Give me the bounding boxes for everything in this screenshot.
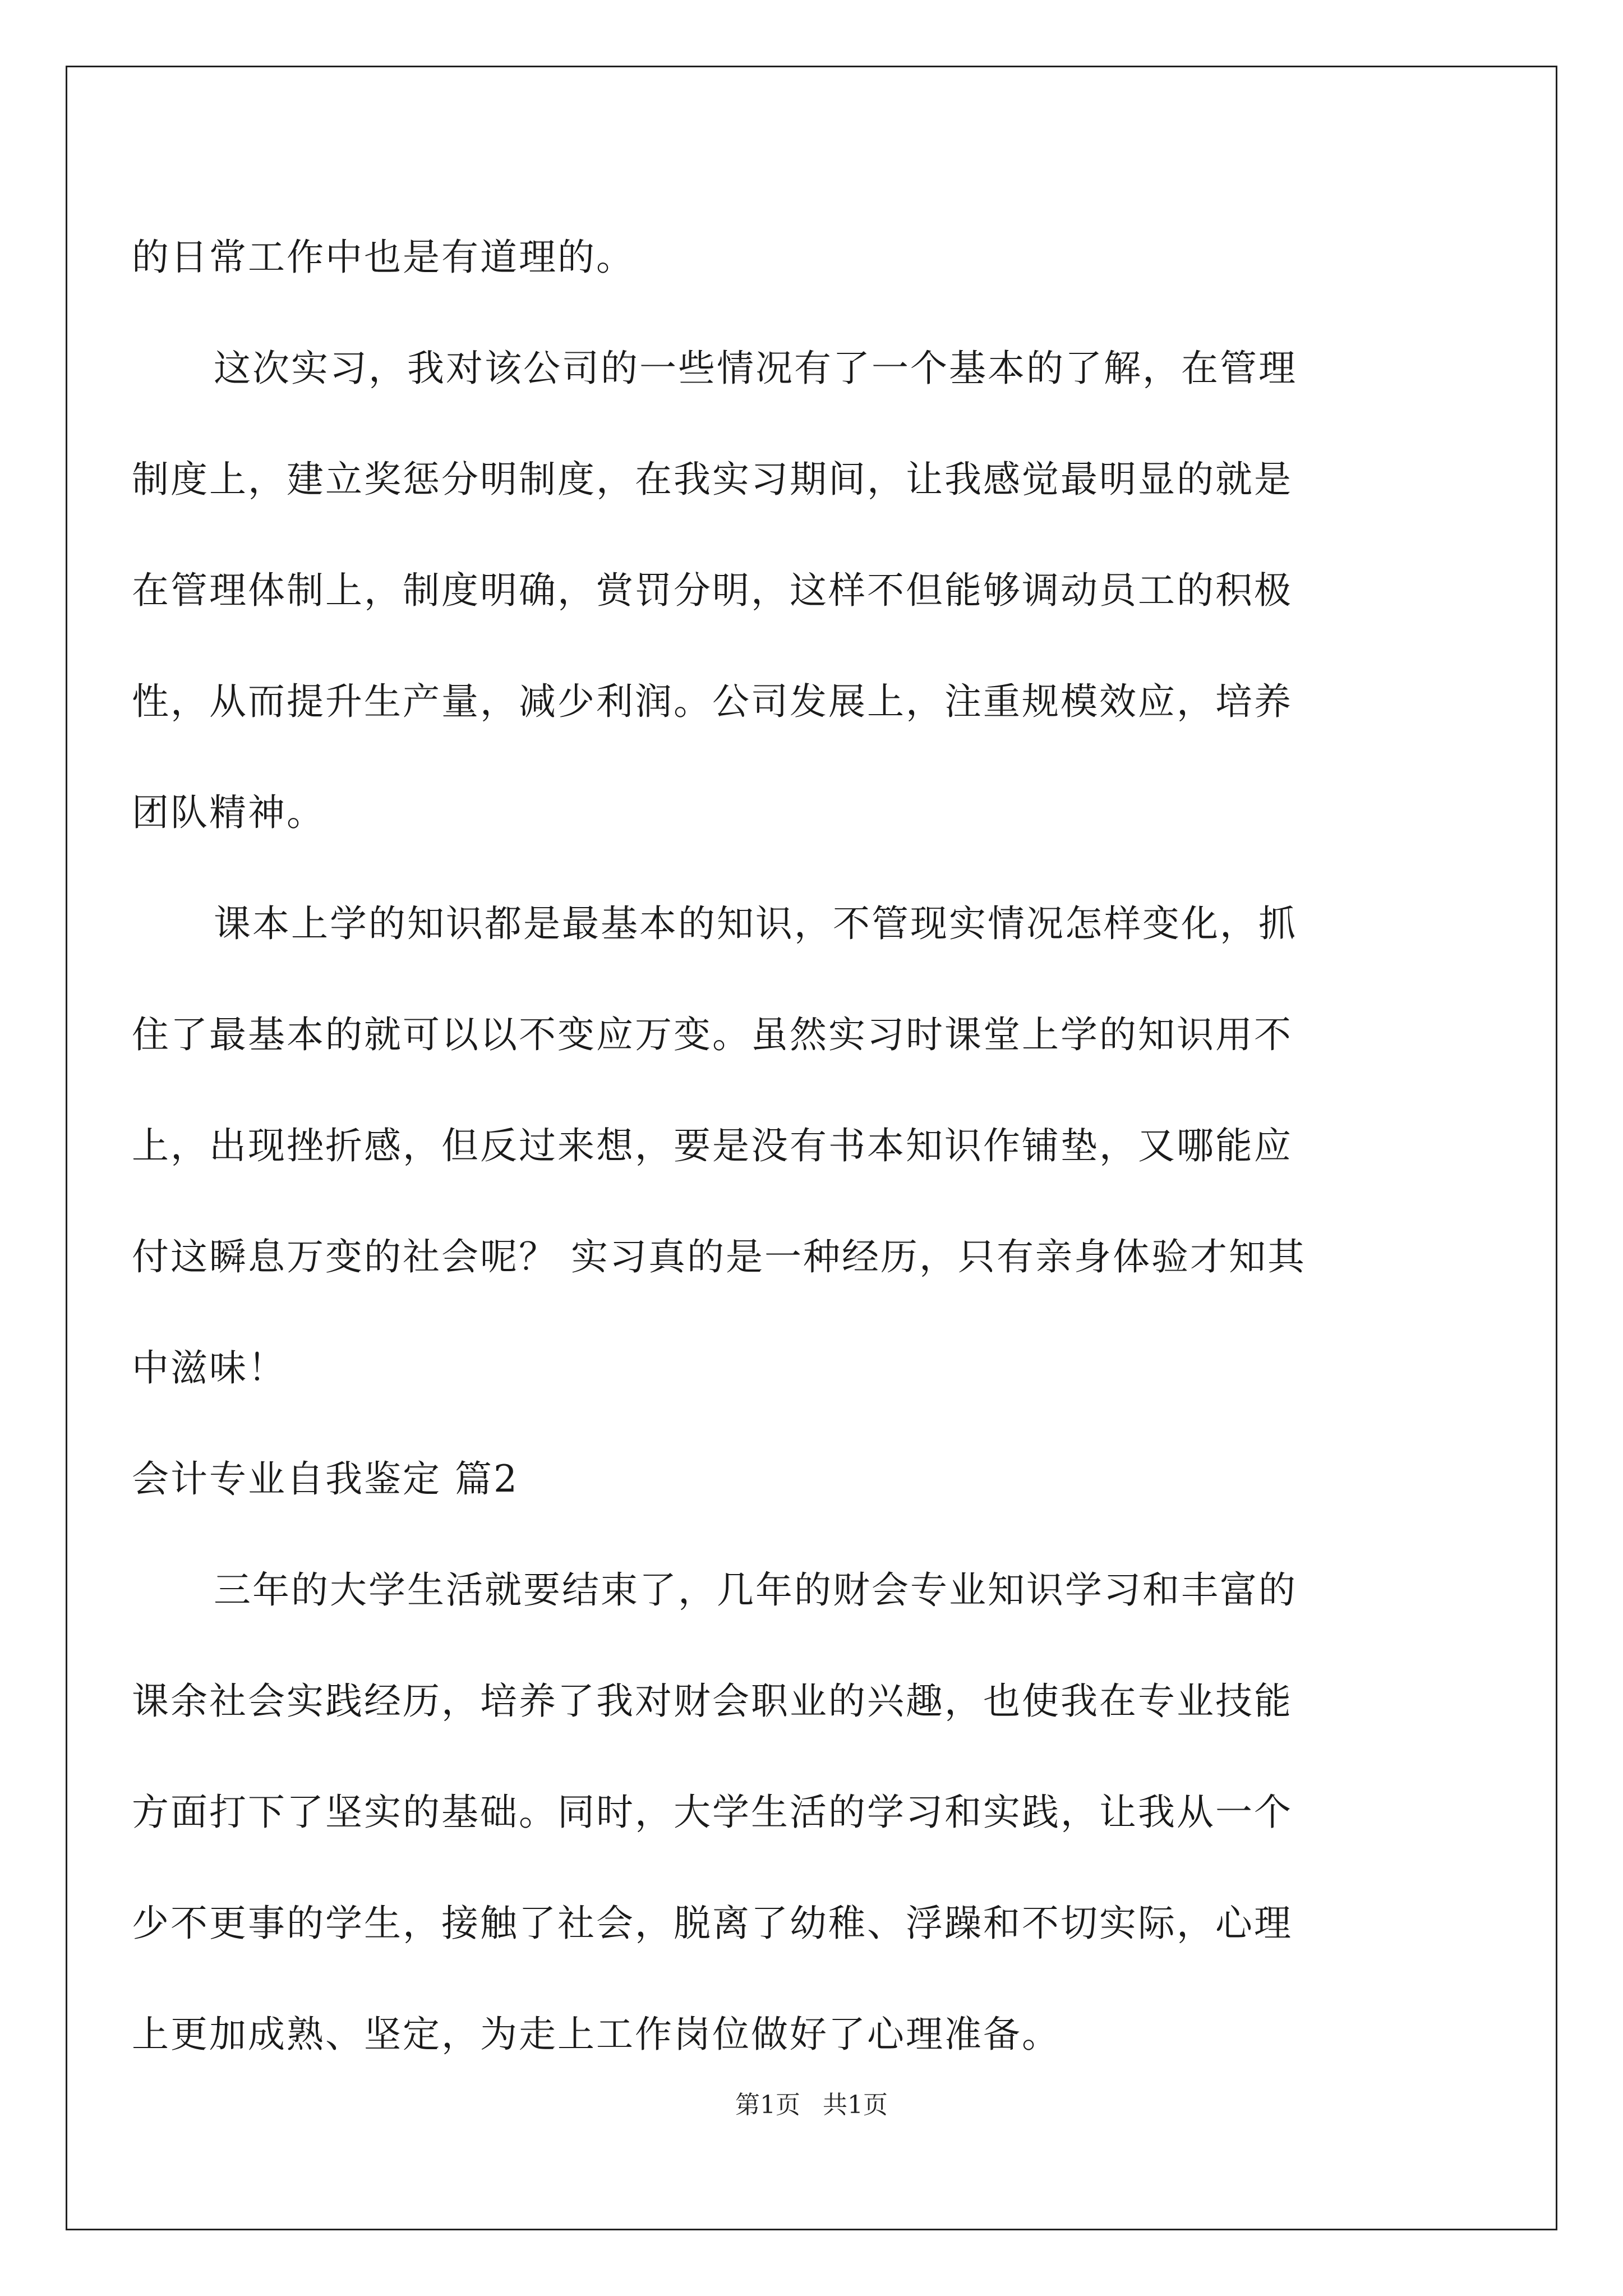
paragraph-line: 课余社会实践经历，培养了我对财会职业的兴趣，也使我在专业技能 xyxy=(132,1680,1293,1723)
paragraph-line: 中滋味！ xyxy=(132,1346,287,1389)
paragraph-line: 性，从而提升生产量，减少利润。公司发展上，注重规模效应，培养 xyxy=(132,680,1293,723)
paragraph-4 xyxy=(132,1535,1424,2090)
paragraph-2 xyxy=(132,313,1424,868)
paragraph-line: 三年的大学生活就要结束了，几年的财会专业知识学习和丰富的 xyxy=(214,1568,1297,1612)
paragraph-line: 住了最基本的就可以以不变应万变。虽然实习时课堂上学的知识用不 xyxy=(132,1013,1293,1056)
paragraph-line: 这次实习，我对该公司的一些情况有了一个基本的了解，在管理 xyxy=(214,347,1297,390)
paragraph-line: 在管理体制上，制度明确，赏罚分明，这样不但能够调动员工的积极 xyxy=(132,569,1293,612)
page-number-current: 第1页 xyxy=(735,2091,800,2119)
paragraph-line: 制度上，建立奖惩分明制度，在我实习期间，让我感觉最明显的就是 xyxy=(132,458,1293,501)
paragraph-line: 团队精神。 xyxy=(132,791,325,834)
paragraph-line: 少不更事的学生，接触了社会，脱离了幼稚、浮躁和不切实际，心理 xyxy=(132,1902,1293,1945)
section-heading: 会计专业自我鉴定 篇2 xyxy=(132,1457,519,1501)
paragraph-line: 的日常工作中也是有道理的。 xyxy=(132,236,635,279)
paragraph-line: 上更加成熟、坚定，为走上工作岗位做好了心理准备。 xyxy=(132,2013,1061,2056)
paragraph-1 xyxy=(132,202,1424,313)
paragraph-3 xyxy=(132,868,1424,1424)
page-number-total: 共1页 xyxy=(823,2091,888,2119)
paragraph-line: 方面打下了坚实的基础。同时，大学生活的学习和实践，让我从一个 xyxy=(132,1791,1293,1834)
paragraph-line: 上，出现挫折感，但反过来想，要是没有书本知识作铺垫，又哪能应 xyxy=(132,1124,1293,1167)
page-footer xyxy=(0,2085,1623,2120)
paragraph-line: 课本上学的知识都是最基本的知识，不管现实情况怎样变化，抓 xyxy=(214,902,1297,945)
document-body xyxy=(132,202,1424,2090)
paragraph-line: 付这瞬息万变的社会呢？ 实习真的是一种经历，只有亲身体验才知其 xyxy=(132,1235,1306,1278)
